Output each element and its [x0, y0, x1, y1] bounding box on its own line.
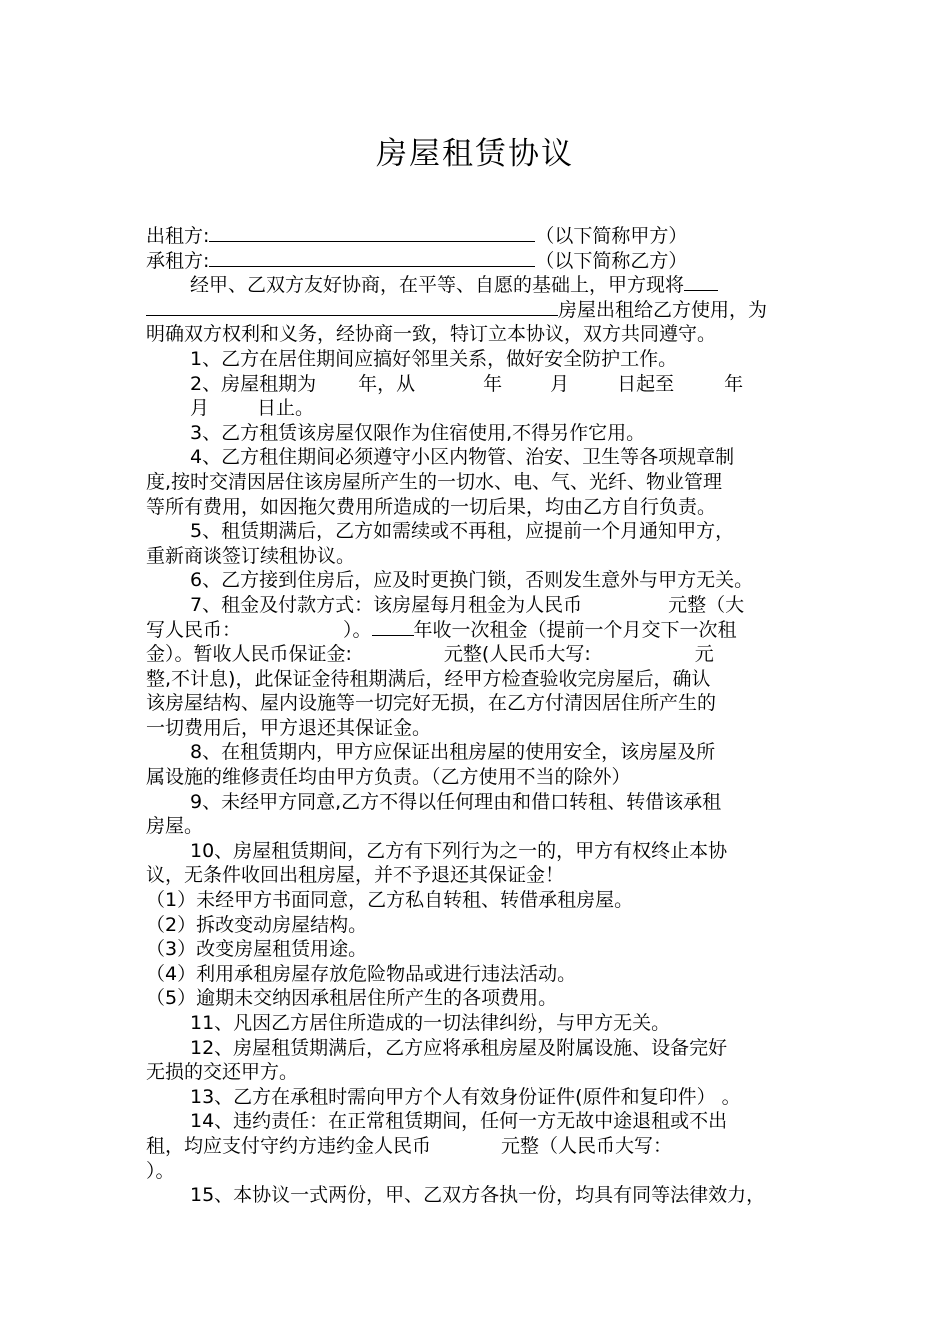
party-a-label: 出租方: [146, 225, 210, 247]
clause-7-line-4: 整,不计息)，此保证金待租期满后，经甲方检查验收完房屋后，确认 [146, 667, 711, 690]
clause-3: 3、乙方租赁该房屋仅限作为住宿使用,不得另作它用。 [190, 421, 646, 444]
clause-7-line-1: 7、租金及付款方式：该房屋每月租金为人民币 元整（大 [190, 593, 745, 616]
property-blank-2[interactable] [146, 298, 558, 316]
party-b-blank[interactable] [209, 249, 535, 267]
party-a-suffix: （以下简称甲方） [535, 225, 688, 247]
clause-8-line-2: 属设施的维修责任均由甲方负责。（乙方使用不当的除外） [146, 766, 631, 789]
clause-5-line-1: 5、租赁期满后，乙方如需续或不再租，应提前一个月通知甲方， [190, 520, 735, 543]
property-blank-1[interactable] [684, 273, 718, 291]
clause-7-line-3: 金）。暂收人民币保证金: 元整(人民币大写: 元 [146, 643, 714, 666]
clause-1: 1、乙方在居住期间应搞好邻里关系，做好安全防护工作。 [190, 347, 678, 370]
clause-10-item-3: （3）改变房屋租赁用途。 [146, 938, 368, 961]
clause-11: 11、凡因乙方居住所造成的一切法律纠纷，与甲方无关。 [190, 1012, 671, 1034]
clause-10-line-2: 议，无条件收回出租房屋，并不予退还其保证金！ [146, 864, 565, 887]
clause-6: 6、乙方接到住房后，应及时更换门锁，否则发生意外与甲方无关。 [190, 569, 754, 592]
clause-9-line-1: 9、未经甲方同意,乙方不得以任何理由和借口转租、转借该承租 [190, 790, 722, 813]
intro-line-3: 明确双方权利和义务，经协商一致，特订立本协议，双方共同遵守。 [146, 323, 717, 346]
clause-12-line-2: 无损的交还甲方。 [146, 1061, 299, 1084]
party-b-suffix: （以下简称乙方） [535, 249, 688, 272]
clause-5-line-2: 重新商谈签订续租协议。 [146, 544, 356, 567]
rent-period-blank[interactable] [372, 618, 414, 636]
clause-10-item-4: （4）利用承租房屋存放危险物品或进行违法活动。 [146, 962, 577, 985]
clause-4-line-2: 度,按时交清因居住该房屋所产生的一切水、电、气、光纤、物业管理 [146, 470, 723, 493]
clause-14-line-1: 14、违约责任：在正常租赁期间，任何一方无故中途退租或不出 [190, 1110, 728, 1133]
clause-8-line-1: 8、在租赁期内，甲方应保证出租房屋的使用安全，该房屋及所 [190, 741, 716, 764]
clause-15-line-1: 15、本协议一式两份，甲、乙双方各执一份，均具有同等法律效力， [190, 1184, 766, 1207]
party-b-label: 承租方: [146, 249, 210, 272]
party-b-line [146, 249, 814, 274]
party-a-blank[interactable] [209, 224, 535, 242]
clause-7-line-6: 一切费用后，甲方退还其保证金。 [146, 716, 432, 739]
clause-7-line-5: 该房屋结构、屋内设施等一切完好无损，在乙方付清因居住所产生的 [146, 692, 717, 715]
clause-10-line-1: 10、房屋租赁期间，乙方有下列行为之一的，甲方有权终止本协 [190, 839, 728, 862]
party-a-line [146, 224, 814, 249]
clause-13: 13、乙方在承租时需向甲方个人有效身份证件(原件和复印件） 。 [190, 1085, 741, 1108]
clause-10-item-5: （5）逾期未交纳因承租居住所产生的各项费用。 [146, 987, 558, 1010]
page-title: 房屋租赁协议 [376, 136, 574, 172]
clause-10-item-2: （2）拆改变动房屋结构。 [146, 913, 368, 936]
clause-2-line-2: 月 日止。 [190, 397, 315, 420]
clause-7-line-2: 写人民币： ）。 年收一次租金（提前一个月交下一次租 [146, 618, 737, 641]
clause-2-line-1: 2、房屋租期为 年，从 年 月 日起至 年 [190, 372, 744, 395]
clause-4-line-3: 等所有费用，如因拖欠费用所造成的一切后果，均由乙方自行负责。 [146, 495, 717, 518]
clause-10-item-1: （1）未经甲方书面同意，乙方私自转租、转借承租房屋。 [146, 889, 634, 912]
intro-line-1: 经甲、乙双方友好协商，在平等、自愿的基础上，甲方现将 [146, 273, 814, 298]
intro-line-2: 房屋出租给乙方使用，为 [146, 298, 814, 323]
clause-14-line-3: ）。 [146, 1159, 175, 1182]
clause-12-line-1: 12、房屋租赁期满后，乙方应将承租房屋及附属设施、设备完好 [190, 1036, 728, 1059]
clause-9-line-2: 房屋。 [146, 815, 204, 838]
clause-4-line-1: 4、乙方租住期间必须遵守小区内物管、治安、卫生等各项规章制 [190, 446, 735, 469]
clause-14-line-2: 租，均应支付守约方违约金人民币 元整（人民币大写： [146, 1134, 673, 1157]
contract-body [146, 224, 814, 1208]
